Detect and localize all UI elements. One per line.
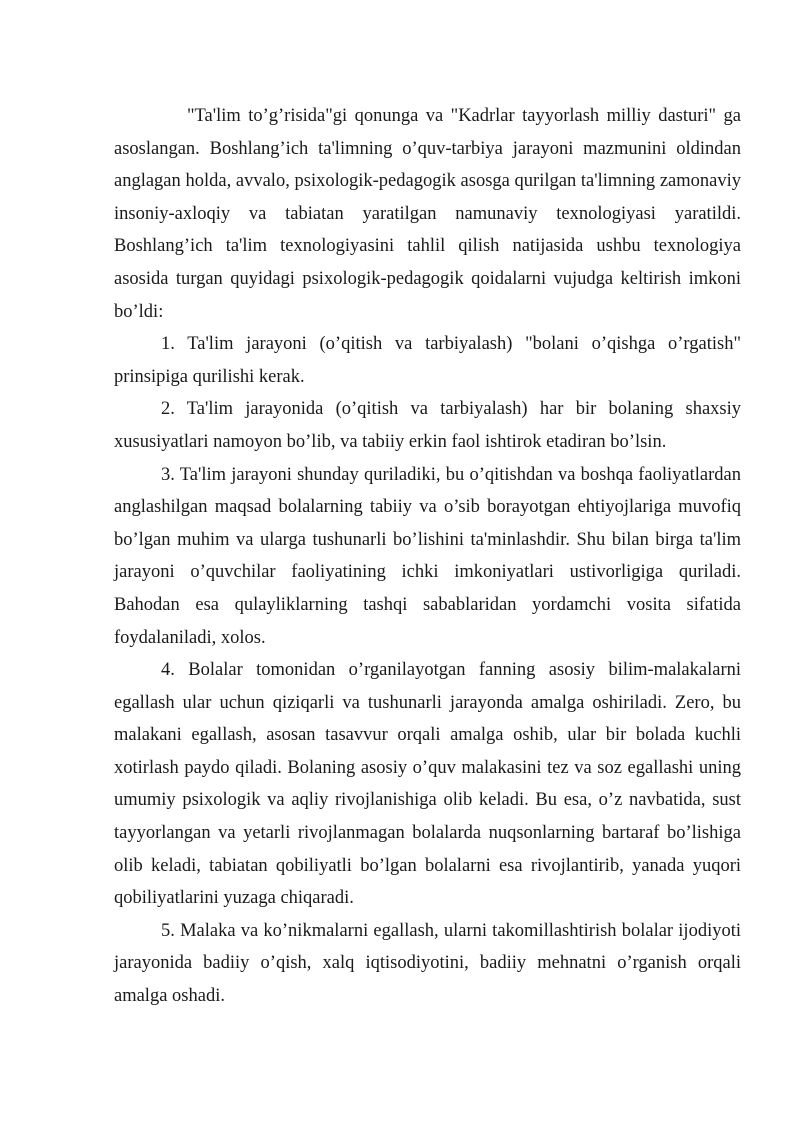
principle-1-paragraph: 1. Ta'lim jarayoni (o’qitish va tarbiyalash) "bolani o’qishga o’rgatish" prinsipiga qurilishi kerak. [114, 334, 741, 387]
principle-3-paragraph: 3. Ta'lim jarayoni shunday quriladiki, bu o’qitishdan va boshqa faoliyatlardan anglashilgan maqsad bolalarning tabiiy va o’sib borayotgan ehtiyojlariga muvofiq bo’lgan muhim va ularga tushunarli bo’lishini ta'minlashdir. Shu bilan birga ta'lim jarayoni o’quvchilar faoliyatining ichki imkoniyatlari ustivorligiga quriladi. Bahodan esa qulayliklarning tashqi sabablaridan yordamchi vosita sifatida foydalaniladi, xolos. [114, 464, 741, 648]
principle-2-paragraph: 2. Ta'lim jarayonida (o’qitish va tarbiyalash) har bir bolaning shaxsiy xususiyatlari namoyon bo’lib, va tabiiy erkin faol ishtirok etadiran bo’lsin. [114, 399, 741, 452]
intro-paragraph: "Ta'lim to’g’risida"gi qonunga va "Kadrlar tayyorlash milliy dasturi" ga asoslangan. Boshlang’ich ta'limning o’quv-tarbiya jarayoni mazmunini oldindan anglagan holda, avvalo, psixologik-pedagogik asosga qurilgan ta'limning zamonaviy insoniy-axloqiy va tabiatan yaratilgan namunaviy texnologiyasi yaratildi. Boshlang’ich ta'lim texnologiyasini tahlil qilish natijasida ushbu texnologiya asosida turgan quyidagi psixologik-pedagogik qoidalarni vujudga keltirish imkoni bo’ldi: [114, 106, 741, 322]
principle-4-paragraph: 4. Bolalar tomonidan o’rganilayotgan fanning asosiy bilim-malakalarni egallash ular uchun qiziqarli va tushunarli jarayonda amalga oshiriladi. Zero, bu malakani egallash, asosan tasavvur orqali amalga oshib, ular bir bolada kuchli xotirlash paydo qiladi. Bolaning asosiy o’quv malakasini tez va soz egallashi uning umumiy psixologik va aqliy rivojlanishiga olib keladi. Bu esa, o’z navbatida, sust tayyorlangan va yetarli rivojlanmagan bolalarda nuqsonlarning bartaraf bo’lishiga olib keladi, tabiatan qobiliyatli bo’lgan bolalarni esa rivojlantirib, yanada yuqori qobiliyatlarini yuzaga chiqaradi. [114, 660, 741, 909]
principle-5-paragraph: 5. Malaka va ko’nikmalarni egallash, ularni takomillashtirish bolalar ijodiyoti jarayonida badiiy o’qish, xalq iqtisodiyotini, badiiy mehnatni o’rganish orqali amalga oshadi. [114, 920, 741, 1007]
document-page [114, 100, 741, 1013]
